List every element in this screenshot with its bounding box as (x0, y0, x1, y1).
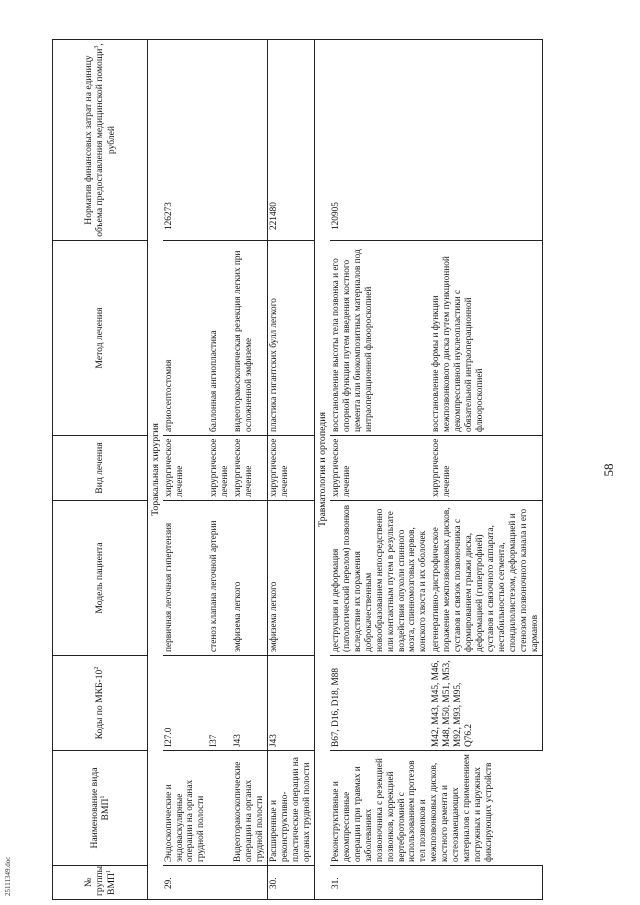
treatment-type: хирургическое лечение (163, 436, 209, 501)
vmp-name: Расширенные и реконструктивно-пластические операции на органах грудной полости (268, 751, 315, 866)
treatment-type: хирургическое лечение (268, 436, 315, 501)
patient-model: эмфизема легкого (268, 501, 315, 656)
vmp-name: Эндоскопические и эндоваскулярные операции на органах грудной полости (163, 751, 209, 866)
vmp-name: Реконструктивные и декомпрессивные операции при травмах и заболеваниях позвоночника с резекцией позвонков, коррекцией вертебротомией с использованием протезов тел позвонков и межпозвонковых дисков, костного цемента и остеозамещающих материалов с применением погружных и наружных фиксирующих устройств (330, 751, 543, 866)
section-row-trauma (315, 40, 330, 900)
group-number: 31. (330, 866, 431, 900)
header-treatment-type: Вид лечения (53, 436, 148, 501)
page-number: 58 (601, 463, 616, 477)
icd-codes: J43 (268, 656, 315, 751)
header-cost-norm: Норматив финансовых затрат на единицу объема предоставления медицинской помощи$^3$, рублей (53, 40, 148, 241)
table-row-29c (232, 40, 267, 900)
treatment-method: восстановление высоты тела позвонка и его опорной функции путем введения костного цемента или биокомпозитных материалов под интраоперационной флюороскопией (330, 241, 431, 436)
table-row-31a (330, 40, 431, 900)
patient-model: стеноз клапана легочной артерии (208, 501, 232, 656)
header-treatment-method: Метод лечения (53, 241, 148, 436)
vmp-name: Видеоторакоскопические операции на органах грудной полости (232, 751, 267, 866)
treatment-type: хирургическое лечение (232, 436, 267, 501)
section-title-thoracic: Торакальная хирургия (148, 40, 163, 900)
treatment-method: баллонная ангиопластика (208, 241, 232, 436)
table-row-30 (268, 40, 315, 900)
table-row-29a (163, 40, 209, 900)
icd-codes: J43 (232, 656, 267, 751)
section-title-trauma: Травматология и ортопедия (315, 40, 330, 900)
icd-codes: B67, D16, D18, M88 (330, 656, 431, 751)
footer-doc-code: 25111349.doc (4, 856, 12, 896)
cost-norm: 120905 (330, 40, 431, 241)
patient-model: первичная легочная гипертензия (163, 501, 209, 656)
icd-codes: I37 (208, 656, 232, 751)
header-icd-codes: Коды по МКБ-$10^2$ (53, 656, 148, 751)
treatment-type: хирургическое лечение (208, 436, 232, 501)
treatment-method: восстановление формы и функции межпозвонкового диска путем пункционной декомпрессивной нуклеопластики с обязательной интраоперационной флюороскопией (430, 241, 542, 436)
header-group-number: № группы ВМП$^1$ (53, 866, 148, 900)
header-patient-model: Модель пациента (53, 501, 148, 656)
cost-norm: 126273 (163, 40, 209, 241)
vmp-table (52, 39, 543, 900)
table-row-29b (208, 40, 232, 900)
icd-codes: I27.0 (163, 656, 209, 751)
treatment-method: атриосептостомия (163, 241, 209, 436)
table-header-row (53, 40, 148, 900)
icd-codes: M42, M43, M45, M46, M48, M50, M51, M53, M92, M93, M95, Q76.2 (430, 656, 542, 751)
group-number: 30. (268, 866, 315, 900)
patient-model: эмфизема легкого (232, 501, 267, 656)
rotated-page (52, 40, 616, 900)
treatment-type: хирургическое лечение (430, 436, 542, 501)
treatment-method: видеоторакоскопическая резекция легких при осложненной эмфиземе (232, 241, 267, 436)
treatment-method: пластика гигантских булл легкого (268, 241, 315, 436)
cost-norm: 221480 (268, 40, 315, 241)
section-row-thoracic (148, 40, 163, 900)
group-number: 29. (163, 866, 209, 900)
treatment-type: хирургическое лечение (330, 436, 431, 501)
patient-model: деструкция и деформация (патологический перелом) позвонков вследствие их поражения доброкачественным новообразованием непосредственно или контактным путем в результате воздействия опухоли спинного мозга, спинномозговых нервов, конского хвоста и их оболочек (330, 501, 431, 656)
header-vmp-name: Наименование вида ВМП$^1$ (53, 751, 148, 866)
patient-model: дегенеративно-дистрофическое поражение межпозвонковых дисков, суставов и связок позвоночника с формированием грыжи диска, деформацией (гипертрофией) суставов и связочного аппарата, нестабильностью сегмента, спондилолистезом, деформацией и стенозом позвоночного канала и его карманов (430, 501, 542, 656)
